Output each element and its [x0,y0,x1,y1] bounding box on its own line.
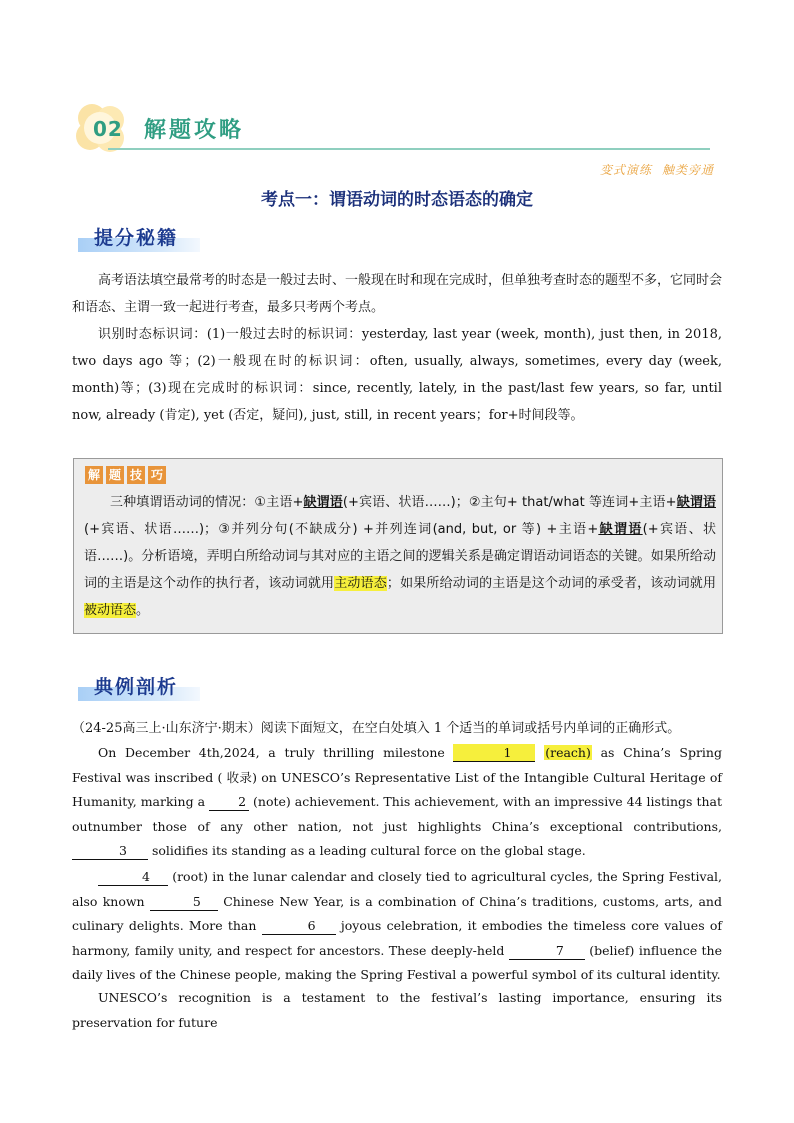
tips-badges [85,466,169,484]
tips-keyword: 缺谓语 [676,495,716,510]
tips-text-part: 。 [136,603,150,618]
dianli-heading [78,671,200,703]
passage-text: On December 4th,2024, a truly thrilling milestone [98,745,454,760]
blank-6[interactable]: 6 [262,917,336,935]
tips-keyword: 缺谓语 [303,495,343,510]
passage-paragraph-3: UNESCO’s recognition is a testament to the festival’s lasting importance, ensuring its preservation for future [72,990,722,1030]
section-divider [108,148,710,150]
section-subtitle-left: 变式演练 [599,163,652,177]
blank-1[interactable]: 1 [453,744,535,762]
blank-5[interactable]: 5 [150,893,218,911]
exercise-source: （24-25高三上·山东济宁·期末）阅读下面短文，在空白处填入 1 个适当的单词或括号内单词的正确形式。 [72,721,681,736]
tifen-paragraph-2: 识别时态标识词：(1)一般过去时的标识词：yesterday, last year (week, month), just then, in 2018, two days ago 等；(2)一般现在时的标识词：often, usually, always, sometimes, every day (week, month)等；(3)现在完成时的标识词：since, recently, lately, in the past/last few years, so far, until now, already (肯定), yet (否定，疑问), just, still, in recent years；for+时间段等。 [72,327,722,423]
passage-text: joyous celebration, it embodies the timeless core values of harmony, family unity, and respect for ancestors. These deeply-held [72,918,722,958]
blank-1-hint: (reach) [545,745,591,760]
tips-text-part: ；如果所给动词的主语是这个动词的承受者，该动词就用 [386,576,716,591]
dianli-heading-text: 典例剖析 [94,676,179,698]
blank-2[interactable]: 2 [209,793,249,811]
section-subtitle [600,161,714,178]
passage-text: (root) in the lunar calendar and closely tied to agricultural cycles, the Spring Festival, also known [72,869,722,909]
section-subtitle-right: 触类旁通 [661,163,714,177]
section-title: 解题攻略 [144,118,245,143]
tips-highlight-active-voice: 主动语态 [334,576,387,591]
passage-text: (note) achievement. This achievement, with an impressive 44 listings that outnumber those of any other nation, not just highlights China’s exceptional contributions, [72,794,722,834]
section-number: 02 [93,117,123,141]
passage-text: Chinese New Year, is a combination of China’s traditions, customs, arts, and culinary delights. More than [72,893,722,933]
tips-highlight-passive-voice: 被动语态 [84,603,137,618]
tips-badge: 巧 [148,466,166,484]
passage-text: (belief) influence the daily lives of the Chinese people, making the Spring Festival a powerful symbol of its cultural identity. [72,942,722,982]
blank-3[interactable]: 3 [72,842,148,860]
passage-text: solidifies its standing as a leading cultural force on the global stage. [148,843,586,858]
tips-badge: 解 [85,466,103,484]
tips-text-part: (+宾语、状语……)；②主句+ that/what 等连词+主语+ [342,495,677,510]
tifen-paragraph-1: 高考语法填空最常考的时态是一般过去时、一般现在时和现在完成时，但单独考查时态的题型不多，它同时会和语态、主谓一致一起进行考查，最多只考两个考点。 [72,273,723,315]
tifen-heading [78,222,200,254]
tips-text-part: (+宾语、状语……)；③并列分句(不缺成分) +并列连词(and, but, or 等) +主语+ [84,522,599,537]
tips-badge: 题 [106,466,124,484]
tips-keyword: 缺谓语 [598,522,643,537]
passage-paragraph-2 [72,865,722,988]
kaodian-title: 考点一：谓语动词的时态语态的确定 [261,190,533,210]
tips-text-part: (+宾语、状语……)。分析语境，弄明白所给动词与其对应的主语之间的逻辑关系是确定谓语动词语态的关键。如果所给动词的主语是这个动作的执行者，该动词就用 [84,522,716,591]
tips-text-part: 三种填谓语动词的情况：①主语+ [110,495,304,510]
tifen-heading-text: 提分秘籍 [94,227,179,249]
tips-box [73,458,723,634]
blank-4[interactable]: 4 [98,868,168,886]
passage-text: as China’s Spring Festival was inscribed ( 收录) on UNESCO’s Representative List of the Intangible Cultural Heritage of Humanity, marking a [72,745,722,809]
tips-badge: 技 [127,466,145,484]
tips-text [84,489,716,624]
blank-7[interactable]: 7 [509,942,585,960]
passage-paragraph-1 [72,741,722,864]
